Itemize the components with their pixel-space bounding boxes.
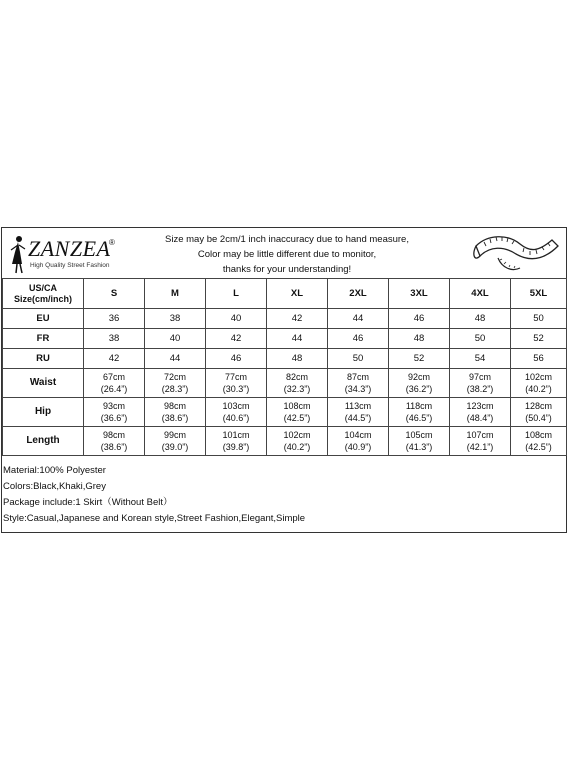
size-header-cell: L bbox=[206, 279, 267, 309]
table-cell: 42 bbox=[267, 309, 328, 329]
cm-value: 107cm bbox=[466, 430, 494, 440]
inch-value: (48.4”) bbox=[466, 413, 494, 423]
table-cell: 46 bbox=[328, 329, 389, 349]
table-cell bbox=[511, 427, 567, 456]
cm-value: 102cm bbox=[524, 372, 552, 382]
inch-value: (38.2”) bbox=[466, 384, 494, 394]
notice-line: Size may be 2cm/1 inch inaccuracy due to hand measure, bbox=[165, 234, 409, 245]
cm-value: 103cm bbox=[222, 401, 250, 411]
cm-value: 104cm bbox=[344, 430, 372, 440]
table-row bbox=[3, 369, 567, 398]
table-cell: 50 bbox=[328, 349, 389, 369]
inch-value: (40.2”) bbox=[525, 384, 552, 394]
row-label: RU bbox=[3, 349, 84, 369]
size-header-cell: 3XL bbox=[389, 279, 450, 309]
inch-value: (40.2”) bbox=[283, 442, 311, 452]
cm-value: 67cm bbox=[102, 372, 125, 382]
size-header-cell: 5XL bbox=[511, 279, 567, 309]
cm-value: 108cm bbox=[283, 401, 311, 411]
table-cell: 44 bbox=[145, 349, 206, 369]
row-label: Hip bbox=[3, 398, 84, 427]
table-cell: 50 bbox=[450, 329, 511, 349]
product-details bbox=[2, 463, 566, 527]
table-cell: 44 bbox=[267, 329, 328, 349]
size-table bbox=[2, 278, 567, 456]
inch-value: (38.6”) bbox=[100, 442, 128, 452]
table-cell: 42 bbox=[206, 329, 267, 349]
row-label: FR bbox=[3, 329, 84, 349]
inch-value: (50.4”) bbox=[525, 413, 552, 423]
table-cell: 40 bbox=[145, 329, 206, 349]
package-line: Package include:1 Skirt（Without Belt） bbox=[3, 497, 173, 508]
table-row bbox=[3, 398, 567, 427]
cm-value: 98cm bbox=[163, 401, 186, 411]
table-row bbox=[3, 329, 567, 349]
inch-value: (39.8”) bbox=[222, 442, 250, 452]
row-label: Waist bbox=[3, 369, 84, 398]
brand-tagline: High Quality Street Fashion bbox=[30, 262, 110, 269]
table-row bbox=[3, 427, 567, 456]
table-cell bbox=[84, 427, 145, 456]
inch-value: (36.6”) bbox=[100, 413, 128, 423]
inch-value: (28.3”) bbox=[161, 384, 189, 394]
table-cell bbox=[328, 427, 389, 456]
table-cell bbox=[511, 369, 567, 398]
cm-value: 82cm bbox=[285, 372, 308, 382]
notice-line: Color may be little different due to monitor, bbox=[197, 249, 377, 260]
cm-value: 108cm bbox=[524, 430, 552, 440]
table-cell bbox=[450, 369, 511, 398]
size-header-row bbox=[3, 279, 567, 309]
inch-value: (30.3”) bbox=[222, 384, 250, 394]
registered-mark: ® bbox=[109, 238, 115, 247]
cm-value: 99cm bbox=[163, 430, 186, 440]
size-header-cell: M bbox=[145, 279, 206, 309]
row-label: Length bbox=[3, 427, 84, 456]
inch-value: (42.5”) bbox=[283, 413, 311, 423]
cm-value: 102cm bbox=[283, 430, 311, 440]
corner-line: Size(cm/inch) bbox=[13, 293, 72, 304]
corner-line: US/CA bbox=[28, 282, 57, 293]
cm-value: 118cm bbox=[405, 401, 433, 411]
measuring-tape-icon bbox=[468, 228, 564, 278]
brand-name: ZANZEA bbox=[28, 236, 111, 261]
table-cell: 54 bbox=[450, 349, 511, 369]
size-header-cell: S bbox=[84, 279, 145, 309]
style-line: Style:Casual,Japanese and Korean style,Street Fashion,Elegant,Simple bbox=[3, 513, 306, 524]
inch-value: (34.3”) bbox=[344, 384, 372, 394]
table-cell bbox=[267, 369, 328, 398]
table-cell: 44 bbox=[328, 309, 389, 329]
cm-value: 97cm bbox=[468, 372, 491, 382]
table-cell bbox=[389, 369, 450, 398]
table-cell bbox=[267, 398, 328, 427]
inch-value: (38.6”) bbox=[161, 413, 189, 423]
cm-value: 128cm bbox=[524, 401, 552, 411]
table-cell bbox=[389, 427, 450, 456]
row-label: EU bbox=[3, 309, 84, 329]
table-cell bbox=[328, 369, 389, 398]
table-cell: 48 bbox=[267, 349, 328, 369]
cm-value: 72cm bbox=[163, 372, 186, 382]
table-cell: 42 bbox=[84, 349, 145, 369]
size-header-cell: XL bbox=[267, 279, 328, 309]
cm-value: 113cm bbox=[344, 401, 372, 411]
measure-rows bbox=[3, 369, 567, 456]
cm-value: 87cm bbox=[346, 372, 369, 382]
table-cell: 48 bbox=[389, 329, 450, 349]
table-cell: 56 bbox=[511, 349, 567, 369]
inch-value: (44.5”) bbox=[344, 413, 372, 423]
cm-value: 92cm bbox=[407, 372, 430, 382]
inch-value: (46.5”) bbox=[405, 413, 433, 423]
table-cell bbox=[206, 398, 267, 427]
inch-value: (32.3”) bbox=[283, 384, 311, 394]
inch-value: (42.1”) bbox=[466, 442, 494, 452]
table-cell: 52 bbox=[389, 349, 450, 369]
table-cell: 38 bbox=[84, 329, 145, 349]
table-cell bbox=[267, 427, 328, 456]
table-cell bbox=[450, 398, 511, 427]
table-cell bbox=[328, 398, 389, 427]
table-cell: 36 bbox=[84, 309, 145, 329]
table-cell: 38 bbox=[145, 309, 206, 329]
table-cell: 50 bbox=[511, 309, 567, 329]
table-cell: 52 bbox=[511, 329, 567, 349]
notice-line: thanks for your understanding! bbox=[222, 264, 352, 275]
table-row bbox=[3, 309, 567, 329]
table-cell bbox=[206, 427, 267, 456]
region-rows bbox=[3, 309, 567, 369]
table-cell bbox=[84, 369, 145, 398]
table-cell bbox=[84, 398, 145, 427]
cm-value: 93cm bbox=[102, 401, 125, 411]
table-cell: 46 bbox=[389, 309, 450, 329]
inch-value: (39.0”) bbox=[161, 442, 189, 452]
table-cell bbox=[145, 398, 206, 427]
cm-value: 105cm bbox=[405, 430, 433, 440]
table-cell bbox=[450, 427, 511, 456]
cm-value: 101cm bbox=[222, 430, 250, 440]
inch-value: (40.6”) bbox=[222, 413, 250, 423]
cm-value: 123cm bbox=[466, 401, 494, 411]
colors-line: Colors:Black,Khaki,Grey bbox=[3, 481, 106, 492]
cm-value: 98cm bbox=[102, 430, 125, 440]
fashion-figure-icon bbox=[8, 234, 28, 274]
size-header-cell: 4XL bbox=[450, 279, 511, 309]
inch-value: (41.3”) bbox=[405, 442, 433, 452]
table-cell bbox=[206, 369, 267, 398]
table-cell: 46 bbox=[206, 349, 267, 369]
size-header-cell: 2XL bbox=[328, 279, 389, 309]
table-cell bbox=[389, 398, 450, 427]
chart-header bbox=[2, 228, 566, 278]
size-chart-card bbox=[1, 227, 567, 533]
table-row bbox=[3, 349, 567, 369]
brand-logo bbox=[6, 234, 126, 274]
material-line: Material:100% Polyester bbox=[3, 465, 106, 476]
inch-value: (36.2”) bbox=[405, 384, 433, 394]
cm-value: 77cm bbox=[224, 372, 247, 382]
table-cell bbox=[145, 427, 206, 456]
corner-header bbox=[3, 279, 84, 309]
table-cell bbox=[145, 369, 206, 398]
table-cell: 48 bbox=[450, 309, 511, 329]
inch-value: (40.9”) bbox=[344, 442, 372, 452]
inch-value: (42.5”) bbox=[525, 442, 552, 452]
table-cell bbox=[511, 398, 567, 427]
table-cell: 40 bbox=[206, 309, 267, 329]
inch-value: (26.4”) bbox=[100, 384, 128, 394]
measurement-notice bbox=[132, 232, 442, 277]
